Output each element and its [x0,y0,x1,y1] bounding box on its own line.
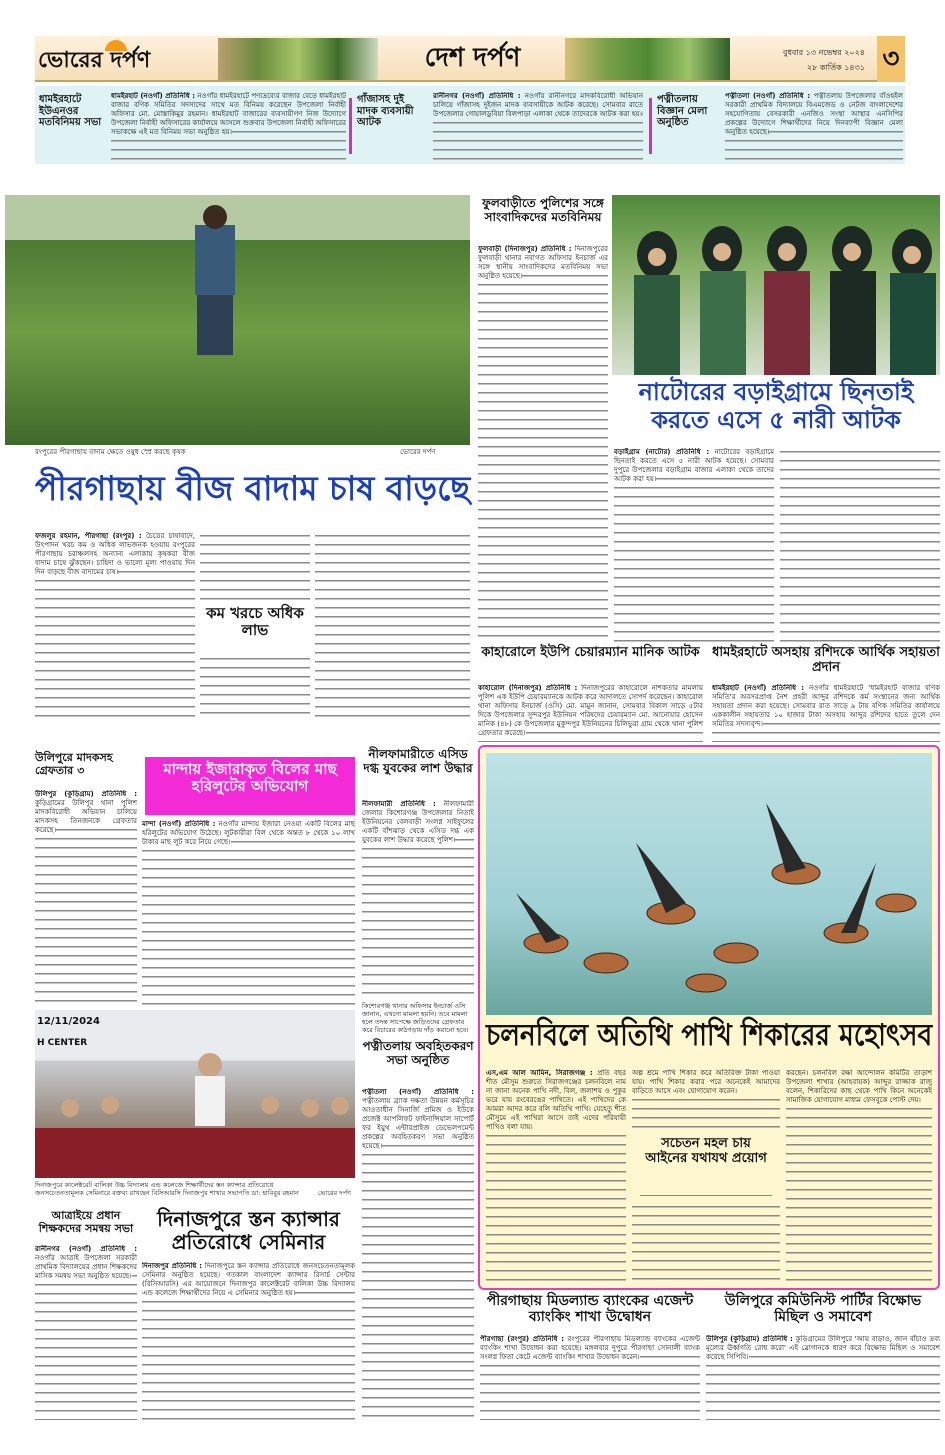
lead-body-col2b [200,655,310,720]
birds-illustration [486,753,932,1015]
patnitala-meeting-body: পত্নীতলা (নওগাঁ) প্রতিনিধি : পত্নীতলায় ব্র্যাক দক্ষতা উন্নয়ন কর্মসূচির আওতাধীন সিনার্জি প্রমিজ ও ইউকে প্রজেক্ট আপলিফট ফাইনান্সিয়াল সাপোর্ট ফর ইয়ুথ এন্টারপ্রাইজ ডেভেলপমেন্ট প্রকল্পের অবহিতকরণ সভা অনুষ্ঠিত হয়েছে। [362,1088,474,1418]
atrai-body: রানীনগর (নওগাঁ) প্রতিনিধি : নওগাঁর আত্রাই উপজেলা সরকারী প্রাথমিক বিদ্যালয়ের প্রধান শিক্ষকদের মাসিক সমন্বয় সভা অনুষ্ঠিত হয়েছে। [35,1245,137,1420]
issue-date: বুধবার ১৩ নভেম্বর ২০২৪ [783,48,865,57]
arrested-women-photo [612,195,940,375]
divider [649,98,652,154]
manda-headline: মান্দায় ইজারাকৃত বিলের মাছ হরিলুটের অভিযোগ [145,757,355,815]
page-number: ৩ [877,36,905,82]
fulbari-headline: ফুলবাড়ীতে পুলিশের সঙ্গে সাংবাদিকদের মতবিনিময় [482,196,604,224]
lead-body-col3 [315,532,470,720]
header-photo-left [218,38,378,80]
seminar-photo-caption: দিনাজপুরে কালেক্টরেট বালিকা উচ্চ বিদ্যালয় এন্ড কলেজে শিক্ষার্থীদের স্তন ক্যান্সার প্রতিরোধে জনসচেতনতামূলক সেমিনারে বক্তব্য রাখছেন বিসিআরসি দিনাজপুর শাখার সভাপতি ডা: হাবিবুর রহমান [35,1181,299,1197]
nilphamari-body: নীলফামারী প্রতিনিধি : নীলফামারী জেলার কিশোরগঞ্জ উপজেলার নিতাই ইউনিয়নের বেলবাড়ী সংলগ্ন সাইফুলের একটি বাঁশঝাড় থেকে এসিড দগ্ধ এক যুবকের লাশ উদ্ধার করেছে পুলিশ। [362,800,474,1000]
midland-headline: পীরগাছায় মিডল্যান্ড ব্যাংকের এজেন্ট ব্যাংকিং শাখা উদ্বোধন [486,1293,694,1326]
chalanbil-headline: চলনবিলে অতিথি পাখি শিকারের মহোৎসব [486,1018,933,1053]
kaharole-body: কাহারোল (দিনাজপুর) প্রতিনিধি : দিনাজপুরের কাহারোলে নাশকতার মামলায় পুলিশ এক ইউপি চেয়ারম্যানকে আটক করে আদালতে সোপর্দ করেছেন। কাহারোল থানা অফিসার ইনচার্জ (ওসি) মো. মামুন জানান, সোমবার বিকাল সাড়ে ৫টার দিকে উপজেলার সুন্দরপুর ইউনিয়ন পরিষদের চেয়ারম্যান মো. আনোয়ার হোসেন মানিক (৪৮) কে উপজেলার মুকুন্দপুর ইউনিয়নের চিলিভুরা গ্রাম থেকে থানা পুলিশ গ্রেফতার করেছে। [478,684,703,742]
photo-credit: ভোরের দর্পণ [400,448,436,456]
cpb-body: উলিপুর (কুড়িগ্রাম) প্রতিনিধি : কুড়িগ্রামের উলিপুরে 'আয় বাড়াও, জান বাঁচাও দ্রব্য মূল্যের ঊর্ধ্বগতি রোধ করো' এই স্লোগানকে ধারণ করে বিক্ষোভ মিছিল ও সমাবেশ করেছে সিপিবি। [706,1335,940,1420]
chalanbil-box [478,745,940,1290]
migratory-birds-photo [486,753,932,1015]
newspaper-logo: ভোরের দর্পণ [38,47,151,73]
lead-body-col2 [200,532,310,600]
manda-body: মান্দা (নওগাঁ) প্রতিনিধি : নওগাঁর মান্দায় ইজারা নেওয়া একটি বিলের মাছ হরিলুটের অভিযোগ উঠেছে। লুটকারীরা বিল থেকে অন্তত ৮ থেকে ১০ লাখ টাকার মাছ লুট করে নিয়ে গেছে। [142,820,355,1005]
banner-text: H CENTER [37,1038,88,1048]
cpb-headline: উলিপুরে কমিউনিস্ট পার্টির বিক্ষোভ মিছিল ও সমাবেশ [724,1293,922,1326]
rashid-body: ধামইরহাট (নওগাঁ) প্রতিনিধি : নওগাঁর ধামইরহাটে 'ধামইরহাট বাজার বণিক সমিতি'র অবসরপ্রাপ্ত নৈশ প্রহরী আব্দুর রশিদকে কর্ম সংস্থানের জন্য আর্থিক সহায়তা প্রদান করা হয়েছে। সোমবার রাত সাড়ে ৯ টায় বণিক সমিতির কার্যালয়ে এককালীন সহায়তার ১০ হাজার টাকা অসহায় আব্দুর রশিদের হাতে তুলে দেন সমিতির সদস্যবৃন্দ। [712,684,940,742]
brief-body: ধামইরহাট (নওগাঁ) প্রতিনিধি : নওগাঁর ধামইরহাটে পণ্যদ্রব্যের বাজার বেড়ে ধামইরহাট বাজার বণিক সমিতির সদস্যদের সাথে মত বিনিময় করেছেন উপজেলা নির্বাহী অফিসার মো. মোস্তাকিমুর রহমান। ধামইরহাট বাজারের ব্যবসায়ীগণ নিজ উদ্যোগে উপজেলা নির্বাহী অফিসারের কার্যালয়ে আসলে শুক্রবার উপজেলা নির্বাহী অফিসারের সভাকক্ষে এই মত বিনিময় সভা অনুষ্ঠিত হয়। [111,92,346,160]
briefs-band [35,86,905,164]
brief-body: পত্নীতলা (নওগাঁ) প্রতিনিধি : পত্নীতলায় উপজেলার বাঁওহইল সরকারী প্রাথমিক বিদ্যালয়ে বিএমজেড ও নেটজ বাংলাদেশের সহযোগিতায় বেসরকারী এনজিও সংস্থা আস্থার এনসিপির প্রকল্পের উদ্যোগে শিক্ষার্থীদের নিয়ে দিনব্যাপী বিজ্ঞান মেলা অনুষ্ঠিত হয়েছে। [725,92,903,160]
kaharole-headline: কাহারোলে ইউপি চেয়ারম্যান মানিক আটক [481,645,700,660]
photo-caption: রংপুরের পীরগাছায় বাদাম ক্ষেতে ওষুধ স্প্রে করছে কৃষক [35,448,186,456]
header-photo-right [565,38,730,80]
peanut-field-photo [5,195,470,445]
divider [349,98,352,154]
chalanbil-subheadline: সচেতন মহল চায় আইনের যথাযথ প্রয়োগ [645,1136,767,1166]
chalanbil-body-col2: অল্প শ্রমে পাখি শিকার করে অতিরিক্ত টাকা পাওয়া যায়। পাখি শিকার করার পরে অনেকেই আমাদের বাড়িতে আসে এবং যোগাযোগ করেন। [632,1069,780,1131]
brief-headline: ধামইরহাটে ইউএনওর মতবিনিময় সভা [39,94,102,128]
seminar-photo-credit: ভোরের দর্পণ [318,1189,351,1197]
ornament-divider [640,1195,772,1196]
natore-headline: নাটোরের বড়াইগ্রামে ছিনতাই করতে এসে ৫ নারী আটক [638,377,914,434]
seminar-photo [35,1010,355,1178]
atrai-headline: আত্রাইয়ে প্রধান শিক্ষকদের সমন্বয় সভা [38,1209,134,1235]
fulbari-body: ফুলবাড়ী (দিনাজপুর) প্রতিনিধি : দিনাজপুরের ফুলবাড়ী থানার নবাগত অফিসার ইনচার্জ এর সঙ্গে স্থানীয় সাংবাদিকদের মতবিনিময় সভা অনুষ্ঠিত হয়েছে। [478,245,608,640]
dinajpur-headline: দিনাজপুরে স্তন ক্যান্সার প্রতিরোধে সেমিনার [157,1207,340,1254]
lead-headline: পীরগাছায় বীজ বাদাম চাষ বাড়ছে [35,469,471,509]
chalanbil-body-col3: করছেন। চলনবিল রক্ষা আন্দোলন কমিটির তাড়াশ উপজেলা শাখার (আহবায়ক) আব্দুর রাজ্জাক রাজু বলেন, শিকারিদের কাছ থেকে পাখি কিনে অনেকেই সামাজিক যোগাযোগ মাধ্যম ফেসবুকে পোস্ট দেয়। [786,1069,932,1284]
nilphamari-headline: নীলফামারীতে এসিড দগ্ধ যুবকের লাশ উদ্ধার [363,747,473,775]
brief-body: রানীনগর (নওগাঁ) প্রতিনিধি : নওগাঁর রানীনগরে মাদকবিরোধী অভিযান চালিয়ে গাঁজাসহ দুইজন মাদক ব্যবসায়ীকে আটক করেছে। সোমবার রাতে উপজেলার গোয়ালডুবিয়া বিলপাড়া এলাকা থেকে তাদেরকে আটক করা হয়। [433,92,643,160]
natore-body-col2 [780,448,940,643]
ulipur-drug-headline: উলিপুরে মাদকসহ গ্রেফতার ৩ [35,751,113,777]
lead-subheadline: কম খরচে অধিক লাভ [206,604,304,640]
brief-headline: পত্নীতলায় বিজ্ঞান মেলা অনুষ্ঠিত [657,94,708,128]
photo-date-stamp: 12/11/2024 [37,1016,100,1027]
rashid-headline: ধামইরহাটে অসহায় রশিদকে আর্থিক সহায়তা প্রদান [712,645,940,675]
brief-headline: গাঁজাসহ দুই মাদক ব্যবসায়ী আটক [357,94,414,128]
midland-body: পীরগাছা (রংপুর) প্রতিনিধি : রংপুরের পীরগাছায় মিডল্যান্ড ব্যাংকের এজেন্ট ব্যাংকিং শাখা উদ্বোধন করা হয়েছে। মঙ্গলবার দুপুরে পীরগাছা সোনালী ব্যাংক সংলগ্ন ফিতা কেটে এজেন্ট ব্যাংকিং শাখার উদ্বোধন করেন। [480,1335,700,1420]
issue-date-bangla: ২৮ কার্তিক ১৪৩১ [806,63,865,72]
nilphamari-tail: কিশোরগঞ্জ থানার অফিসার ইনচার্জ ওসি জানান, এখনো মামলা হয়নি। তবে মামলা হলে তদন্ত সাপেক্ষে জড়িতদের গ্রেফতার করে বিচারের কাঠগড়ায় দাঁড় করানো হবে। [362,1002,469,1034]
section-title: দেশ দর্পণ [424,43,521,73]
dinajpur-body: দিনাজপুর প্রতিনিধি : দিনাজপুরে স্তন ক্যান্সার প্রতিরোধে জনসচেতনতামূলক সেমিনার অনুষ্ঠিত হয়েছে। গতকাল বাংলাদেশ ক্যান্সার রিসার্চ সেন্টার (বিসিআরসি) এর আয়োজনে দিনাজপুর কালেক্টরেট বালিকা উচ্চ বিদ্যালয় এন্ড কলেজে শিক্ষার্থীদের নিয়ে এ সেমিনার অনুষ্ঠিত হয়। [142,1262,355,1420]
patnitala-meeting-headline: পত্নীতলায় অবহিতকরণ সভা অনুষ্ঠিত [362,1039,474,1067]
lead-body: ফজলুর রহমান, পীরগাছা (রংপুর) : চৈত্রের চাষাবাদে, উৎপাদন খরচ কম ও অধিক লাভজনক হওয়ায় রংপুরের পীরগাছায় চরাঞ্চলসহ অন্যান্য এলাকায় কৃষকরা বীজ বাদাম চাষে ঝুঁকছেন। চাহিদা ও ভালো মূল্য পাওয়ায় দিন দিন বাড়ছে বীজ বাদামের চাষ। [35,532,195,720]
ulipur-drug-body: উলিপুর (কুড়িগ্রাম) প্রতিনিধি : কুড়িগ্রামের উলিপুর থানা পুলিশ মাদকবিরোধী অভিযান চালিয়ে মাদকসহ তিনজনকে গ্রেফতার করেছে। [35,790,137,1002]
chalanbil-body-col1: এস,এম আল আমিন, সিরাজগঞ্জ : প্রতি বছর শীত মৌসুম শুরুতে সিরাজগঞ্জের চলনবিলে নাম না জানা অনেক পাখি নদী, বিল, জলাশয় ও পুকুর ভরে যায় রংবেরঙের পাখিতে। এই পাখিদের কে আমরা আদর করে বলি অতিথি পাখি। যেহেতু শীত মৌসুমে এই পাখিরা আসে তাই এদের পরিযায়ী পাখিও বলা যায়। [486,1069,626,1284]
chalanbil-body-col2b [632,1203,780,1284]
natore-body: বড়াইগ্রাম (নাটোর) প্রতিনিধি : নাটোরের বড়াইগ্রামে ছিনতাই করতে এসে ৫ নারী আটক হয়েছে। সোমবার দুপুরে উপজেলার বড়াইগ্রাম বাজার এলাকা থেকে তাদের আটক করা হয়। [614,448,774,643]
